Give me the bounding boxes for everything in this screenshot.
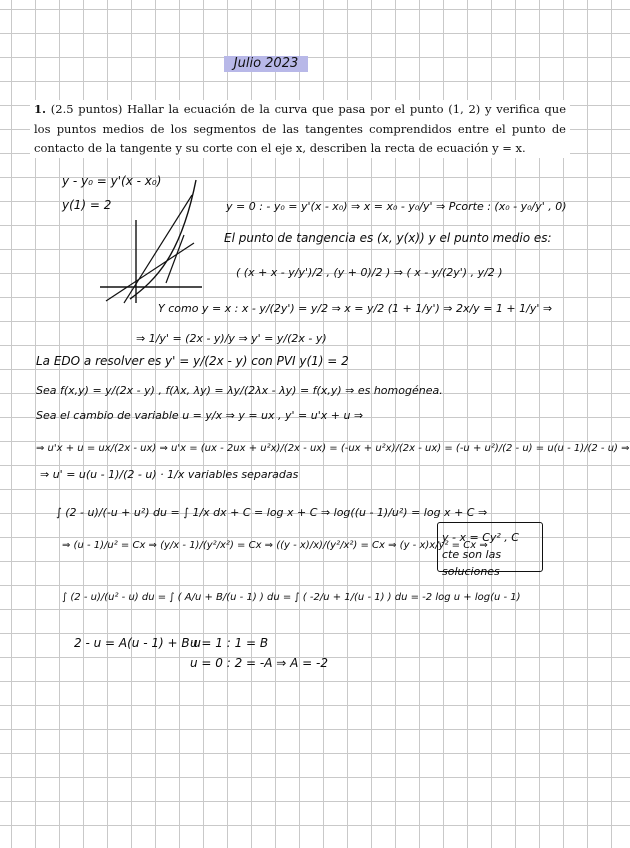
note-line: ∫ (2 - u)/(u² - u) du = ∫ ( A/u + B/(u - 1) ) du = ∫ ( -2/u + 1/(u - 1) ) du = -2 log u + log(u - 1)	[62, 592, 521, 603]
note-line: El punto de tangencia es (x, y(x)) y el punto medio es:	[224, 231, 552, 245]
solution-text: y - x = Cy² , C cte son las soluciones	[442, 531, 519, 578]
note-line: Sea f(x,y) = y/(2x - y) , f(λx, λy) = λy/(2λx - λy) = f(x,y) ⇒ es homogénea.	[36, 384, 443, 397]
problem-number: 1.	[34, 102, 47, 116]
note-line: ⇒ u' = u(u - 1)/(2 - u) · 1/x variables separadas	[40, 468, 299, 481]
note-line: u = 1 : 1 = B	[190, 636, 269, 650]
problem-statement	[30, 100, 570, 158]
page-title: Julio 2023	[224, 56, 308, 72]
note-line: y(1) = 2	[62, 198, 112, 212]
note-line: Y como y = x : x - y/(2y') = y/2 ⇒ x = y/2 (1 + 1/y') ⇒ 2x/y = 1 + 1/y' ⇒	[158, 302, 553, 315]
note-line: y = 0 : - y₀ = y'(x - x₀) ⇒ x = x₀ - y₀/y' ⇒ Pcorte : (x₀ - y₀/y' , 0)	[226, 200, 567, 213]
tangent-sketch	[96, 175, 206, 305]
problem-text: (2.5 puntos) Hallar la ecuación de la curva que pasa por el punto (1, 2) y verifica que los puntos medios de los segmentos de las tangentes comprendidos entre el punto de contacto de la tangente y su corte con el eje x, describen la recta de ecuación y = x.	[34, 102, 567, 155]
note-line: ∫ (2 - u)/(-u + u²) du = ∫ 1/x dx + C = log x + C ⇒ log((u - 1)/u²) = log x + C ⇒	[56, 506, 488, 519]
note-line: ⇒ 1/y' = (2x - y)/y ⇒ y' = y/(2x - y)	[136, 332, 327, 345]
note-line: 2 - u = A(u - 1) + B·u	[74, 636, 201, 650]
note-line: y - y₀ = y'(x - x₀)	[62, 174, 162, 188]
note-line: u = 0 : 2 = -A ⇒ A = -2	[190, 656, 328, 670]
note-line: ⇒ (u - 1)/u² = Cx ⇒ (y/x - 1)/(y²/x²) = Cx ⇒ ((y - x)/x)/(y²/x²) = Cx ⇒ (y - x)x/y² = Cx ⇒	[62, 540, 488, 551]
note-line: La EDO a resolver es y' = y/(2x - y) con PVI y(1) = 2	[36, 354, 349, 368]
note-line: Sea el cambio de variable u = y/x ⇒ y = ux , y' = u'x + u ⇒	[36, 409, 364, 422]
solution-box	[437, 522, 543, 578]
note-line: ( (x + x - y/y')/2 , (y + 0)/2 ) ⇒ ( x - y/(2y') , y/2 )	[236, 266, 503, 279]
note-line: ⇒ u'x + u = ux/(2x - ux) ⇒ u'x = (ux - 2ux + u²x)/(2x - ux) = (-ux + u²x)/(2x - ux) = (-u + u²)/(2 - u) = u(u - 1)/(2 - u) ⇒	[36, 443, 630, 454]
